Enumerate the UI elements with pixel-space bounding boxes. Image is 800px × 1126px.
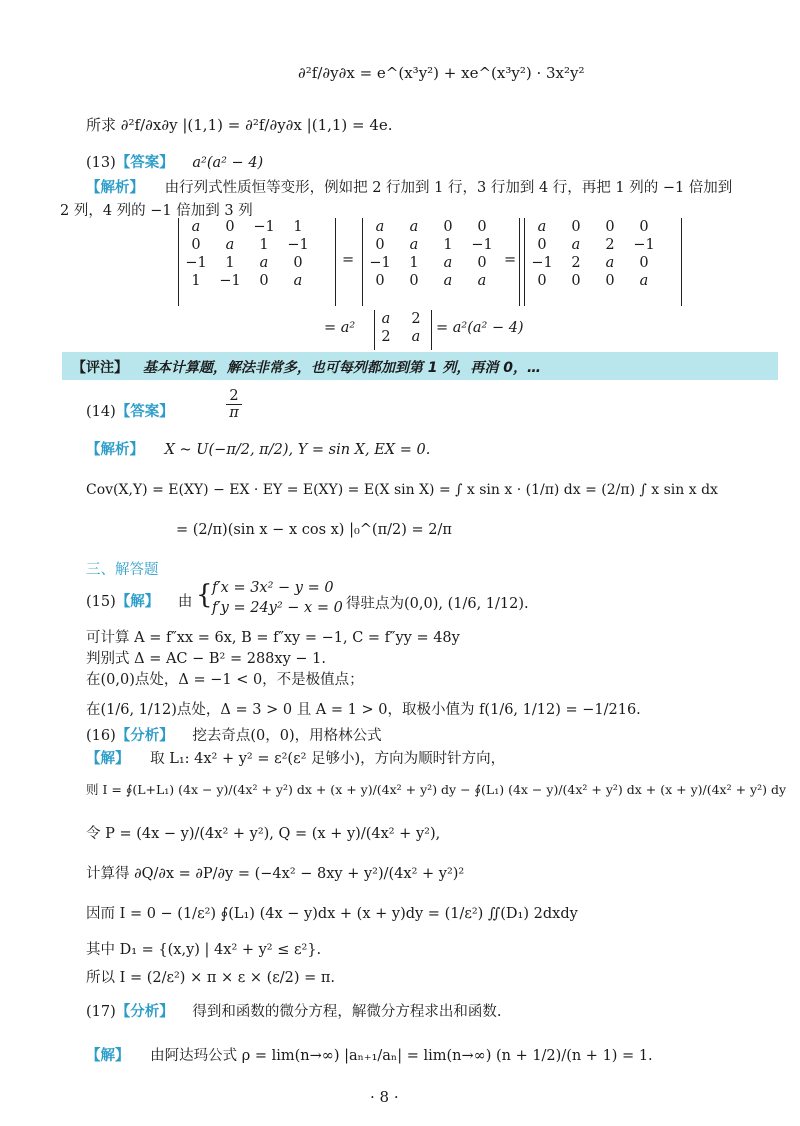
note-tag: 【评注】: [72, 360, 128, 376]
det-result-prefix: = a²: [324, 320, 356, 336]
q15-line2: 可计算 A = f″xx = 6x, B = f″xy = −1, C = f″yy = 48y: [86, 630, 460, 646]
q15-you: 由: [177, 594, 193, 610]
det-cell: a: [225, 237, 235, 253]
det-cell: 2: [381, 329, 391, 345]
determinant-3-table: [525, 218, 661, 290]
det-cell: a: [571, 237, 581, 253]
q16-analysis: 挖去奇点(0，0)，用格林公式: [192, 728, 382, 744]
det-cell: 0: [225, 219, 235, 235]
equals-1: =: [342, 252, 355, 268]
det-cell: 0: [191, 237, 201, 253]
det-cell: 2: [571, 255, 581, 271]
page-number: · 8 ·: [370, 1088, 399, 1106]
det-cell: 0: [571, 219, 581, 235]
q15-sys1: f′x = 3x² − y = 0: [212, 580, 334, 596]
det-cell: 2: [411, 311, 421, 327]
det-cell: 0: [571, 273, 581, 289]
equals-2: =: [504, 252, 517, 268]
q15-tag: 【解】: [115, 594, 160, 610]
det-row: [179, 272, 315, 290]
q13-answer-tag: 【答案】: [115, 155, 174, 171]
det-cell: a: [537, 219, 547, 235]
det-row: [363, 272, 499, 290]
det-row: [525, 236, 661, 254]
q14-answer: [226, 388, 242, 421]
det-cell: −1: [219, 273, 241, 289]
line-suoqiu: 所求 ∂²f/∂x∂y |(1,1) = ∂²f/∂y∂x |(1,1) = 4e.: [86, 116, 393, 134]
note-text: 基本计算题，解法非常多，也可每列都加到第 1 列，再消 0，…: [142, 360, 541, 376]
determinant-2-table: [363, 218, 499, 290]
q14-jiexi-line1: X ~ U(−π/2, π/2), Y = sin X, EX = 0.: [164, 442, 431, 458]
cov-line2: = (2/π)(sin x − x cos x) |₀^(π/2) = 2/π: [176, 522, 452, 538]
det-cell: 1: [259, 237, 269, 253]
q14-jiexi: [86, 438, 430, 459]
det-cell: 0: [259, 273, 269, 289]
top-formula: ∂²f/∂y∂x = e^(x³y²) + xe^(x³y²) · 3x²y²: [298, 64, 585, 82]
section-3-title: 三、解答题: [86, 562, 159, 578]
q14-answer-tag: 【答案】: [115, 404, 174, 420]
det-row: [371, 310, 431, 328]
det-row: [525, 254, 661, 272]
det-cell: 0: [537, 273, 547, 289]
det-row: [525, 272, 661, 290]
det-row: [179, 254, 315, 272]
q17-jie-line: [86, 1044, 653, 1065]
det-cell: 2: [605, 237, 615, 253]
q17-header: [86, 1000, 501, 1021]
q16-jie-line: [86, 747, 505, 768]
q17-line1: 由阿达玛公式 ρ = lim(n→∞) |aₙ₊₁/aₙ| = lim(n→∞) (n + 1/2)/(n + 1) = 1.: [150, 1048, 653, 1064]
determinant-3: [524, 218, 682, 306]
det-cell: a: [259, 255, 269, 271]
q15-line3: 判别式 Δ = AC − B² = 288xy − 1.: [86, 651, 326, 667]
det-cell: −1: [287, 237, 309, 253]
det-row: [525, 218, 661, 236]
q17-jie-tag: 【解】: [86, 1048, 130, 1064]
det-row: [363, 236, 499, 254]
q14-header: [86, 400, 174, 421]
q16-line3: 令 P = (4x − y)/(4x² + y²), Q = (x + y)/(4x² + y²),: [86, 826, 441, 842]
det-cell: −1: [633, 237, 655, 253]
det-cell: −1: [531, 255, 553, 271]
det-cell: 0: [537, 237, 547, 253]
q16-line5: 因而 I = 0 − (1/ε²) ∮(L₁) (4x − y)dx + (x + y)dy = (1/ε²) ∬(D₁) 2dxdy: [86, 906, 578, 922]
det-cell: a: [443, 255, 453, 271]
det-result-suffix: = a²(a² − 4): [436, 320, 524, 336]
det-cell: 0: [293, 255, 303, 271]
q16-line6: 其中 D₁ = {(x,y) | 4x² + y² ≤ ε²}.: [86, 942, 322, 958]
det-cell: 0: [605, 273, 615, 289]
det-cell: 1: [443, 237, 453, 253]
det-cell: 0: [639, 255, 649, 271]
det-cell: 1: [409, 255, 419, 271]
det-cell: a: [191, 219, 201, 235]
q16-line1: 取 L₁: 4x² + y² = ε²(ε² 足够小)，方向为顺时针方向，: [150, 751, 506, 767]
q14-num: (14): [86, 404, 116, 420]
note: [72, 357, 541, 377]
det-cell: 0: [443, 219, 453, 235]
q14-jiexi-tag: 【解析】: [86, 442, 144, 458]
q13-jiexi-tag: 【解析】: [86, 180, 144, 196]
det-cell: a: [477, 273, 487, 289]
det-cell: 0: [409, 273, 419, 289]
q13-jiexi-text1: 由行列式性质恒等变形，例如把 2 行加到 1 行，3 行加到 4 行，再把 1 列的 −1 倍加到: [164, 180, 733, 196]
q17-analysis: 得到和函数的微分方程，解微分方程求出和函数.: [192, 1004, 502, 1020]
q15-after: 得驻点为(0,0), (1/6, 1/12).: [346, 596, 529, 612]
q17-num: (17): [86, 1004, 116, 1020]
det-cell: 0: [605, 219, 615, 235]
q16-jie-tag: 【解】: [86, 751, 130, 767]
determinant-1: [178, 218, 336, 306]
q16-tag: 【分析】: [115, 728, 174, 744]
det-cell: a: [443, 273, 453, 289]
det-cell: a: [409, 219, 419, 235]
q16-line4: 计算得 ∂Q/∂x = ∂P/∂y = (−4x² − 8xy + y²)/(4x² + y²)²: [86, 866, 465, 882]
det-cell: −1: [253, 219, 275, 235]
q13-answer: a²(a² − 4): [192, 155, 264, 171]
det-cell: a: [605, 255, 615, 271]
det-row: [179, 236, 315, 254]
det-cell: −1: [369, 255, 391, 271]
det-cell: 1: [225, 255, 235, 271]
q15-num: (15): [86, 594, 116, 610]
q16-line7: 所以 I = (2/ε²) × π × ε × (ε/2) = π.: [86, 970, 336, 986]
q15-line4: 在(0,0)点处，Δ = −1 < 0，不是极值点；: [86, 672, 364, 688]
det-row: [179, 218, 315, 236]
cov-line1: Cov(X,Y) = E(XY) − EX · EY = E(XY) = E(X sin X) = ∫ x sin x · (1/π) dx = (2/π) ∫ x sin x dx: [86, 482, 718, 498]
det-cell: 0: [375, 273, 385, 289]
det-cell: 0: [477, 219, 487, 235]
det-cell: −1: [471, 237, 493, 253]
det-cell: 0: [477, 255, 487, 271]
det-row: [371, 328, 431, 346]
q16-header: [86, 724, 382, 745]
det-row: [363, 254, 499, 272]
q17-tag: 【分析】: [115, 1004, 174, 1020]
q14-answer-den: π: [226, 404, 242, 421]
determinant-2: [362, 218, 520, 306]
q15-line5: 在(1/6, 1/12)点处，Δ = 3 > 0 且 A = 1 > 0，取极小值为 f(1/6, 1/12) = −1/216.: [86, 702, 641, 718]
det-cell: a: [409, 237, 419, 253]
q15-sys2: f′y = 24y² − x = 0: [212, 600, 343, 616]
det-cell: a: [411, 329, 421, 345]
det-cell: a: [375, 219, 385, 235]
q16-line2: 则 I = ∮(L+L₁) (4x − y)/(4x² + y²) dx + (x + y)/(4x² + y²) dy − ∮(L₁) (4x − y)/(4x² + y²) dx + (x + y)/(4x² + y²) dy: [86, 782, 787, 797]
q13-jiexi-line1: [86, 176, 732, 197]
q15-brace: {: [196, 580, 213, 610]
det-cell: −1: [185, 255, 207, 271]
determinant-1-table: [179, 218, 315, 290]
q13-jiexi-text2: 2 列，4 列的 −1 倍加到 3 列: [60, 203, 253, 219]
det-cell: a: [293, 273, 303, 289]
determinant-small: [374, 310, 432, 350]
det-cell: 0: [375, 237, 385, 253]
q13-num: (13): [86, 155, 116, 171]
q14-answer-num: 2: [229, 388, 239, 404]
q16-num: (16): [86, 728, 116, 744]
det-cell: 1: [293, 219, 303, 235]
q13-header: [86, 151, 263, 172]
det-cell: a: [639, 273, 649, 289]
det-cell: 0: [639, 219, 649, 235]
determinant-small-table: [371, 310, 431, 346]
det-cell: a: [381, 311, 391, 327]
det-row: [363, 218, 499, 236]
det-cell: 1: [191, 273, 201, 289]
q15-header: [86, 590, 192, 611]
